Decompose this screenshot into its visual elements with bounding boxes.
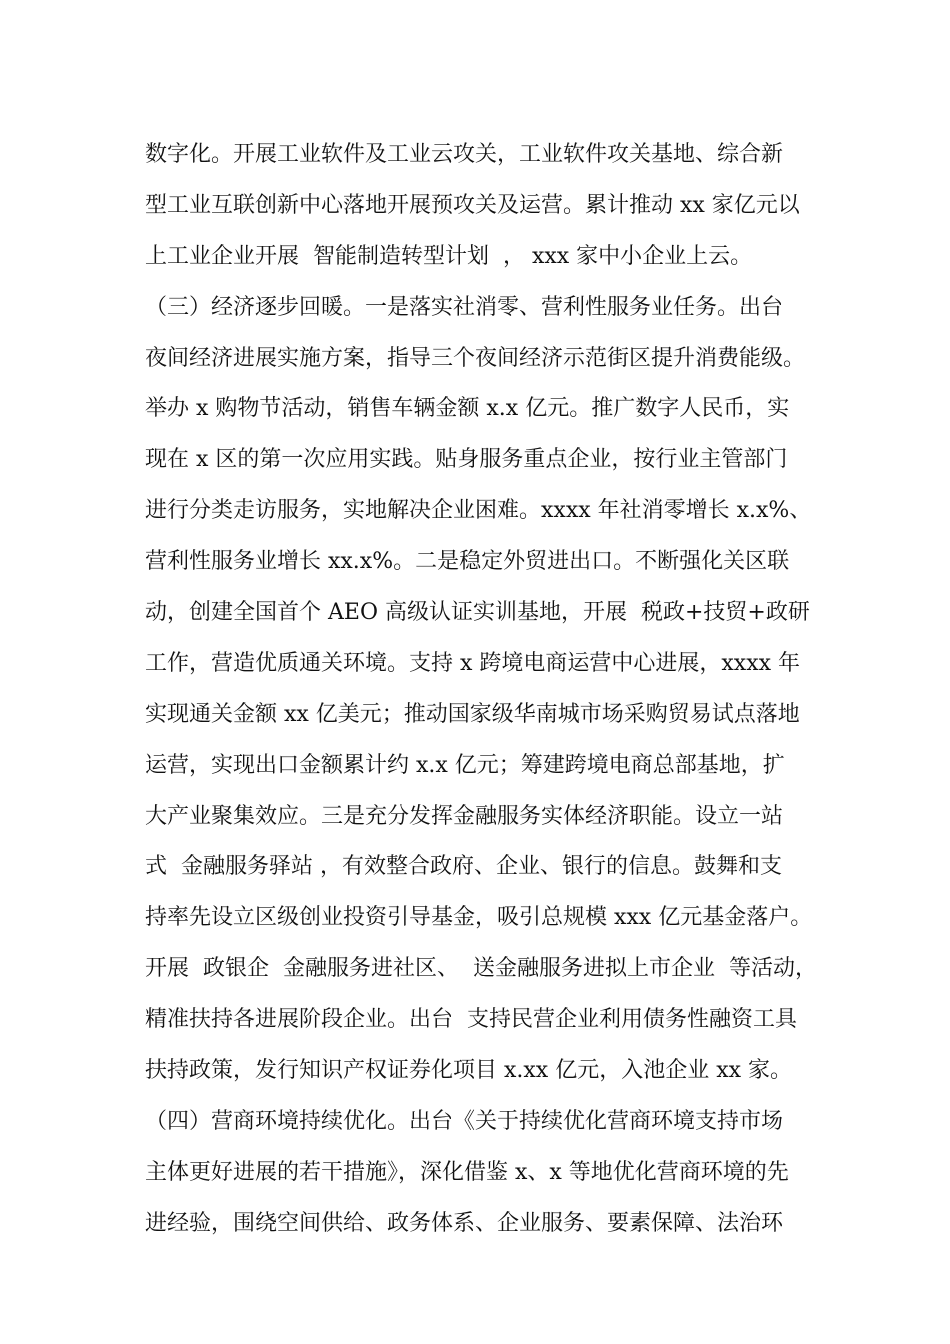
text-line-3: 上工业企业开展 智能制造转型计划 ， xxx 家中小企业上云。 <box>145 243 753 269</box>
text-line-11: 工作，营造优质通关环境。支持 x 跨境电商运营中心进展，xxxx 年 <box>145 650 801 676</box>
text-line-10: 动，创建全国首个 AEO 高级认证实训基地，开展 税政+技贸+政研 <box>145 600 810 626</box>
text-line-18: 精准扶持各进展阶段企业。出台 支持民营企业利用债务性融资工具 <box>145 1007 797 1033</box>
text-line-22: 进经验，围绕空间供给、政务体系、企业服务、要素保障、法治环 <box>145 1210 784 1236</box>
body-text <box>145 130 835 1250</box>
text-line-13: 运营，实现出口金额累计约 x.x 亿元；筹建跨境电商总部基地，扩 <box>145 752 785 778</box>
text-line-14: 大产业聚集效应。三是充分发挥金融服务实体经济职能。设立一站 <box>145 803 784 829</box>
text-line-4: （三）经济逐步回暖。一是落实社消零、营利性服务业任务。出台 <box>145 294 784 320</box>
text-line-16: 持率先设立区级创业投资引导基金，吸引总规模 xxx 亿元基金落户。 <box>145 905 813 931</box>
text-line-21: 主体更好进展的若干措施》，深化借鉴 x、x 等地优化营商环境的先 <box>145 1159 789 1185</box>
text-line-9: 营利性服务业增长 xx.x%。二是稳定外贸进出口。不断强化关区联 <box>145 549 790 575</box>
text-line-7: 现在 x 区的第一次应用实践。贴身服务重点企业，按行业主管部门 <box>145 447 788 473</box>
text-line-20: （四）营商环境持续优化。出台《关于持续优化营商环境支持市场 <box>145 1108 784 1134</box>
text-line-6: 举办 x 购物节活动，销售车辆金额 x.x 亿元。推广数字人民币，实 <box>145 396 790 422</box>
text-line-5: 夜间经济进展实施方案，指导三个夜间经济示范街区提升消费能级。 <box>145 345 806 371</box>
text-line-15: 式 金融服务驿站 ，有效整合政府、企业、银行的信息。鼓舞和支 <box>145 854 782 880</box>
text-line-17: 开展 政银企 金融服务进社区、 送金融服务进拟上市企业 等活动， <box>145 956 817 982</box>
text-line-2: 型工业互联创新中心落地开展预攻关及运营。累计推动 xx 家亿元以 <box>145 192 800 218</box>
text-line-1: 数字化。开展工业软件及工业云攻关，工业软件攻关基地、综合新 <box>145 142 784 167</box>
text-line-19: 扶持政策，发行知识产权证券化项目 x.xx 亿元，入池企业 xx 家。 <box>145 1058 793 1084</box>
text-line-12: 实现通关金额 xx 亿美元；推动国家级华南城市场采购贸易试点落地 <box>145 701 800 727</box>
text-line-8: 进行分类走访服务，实地解决企业困难。xxxx 年社消零增长 x.x%、 <box>145 498 812 524</box>
